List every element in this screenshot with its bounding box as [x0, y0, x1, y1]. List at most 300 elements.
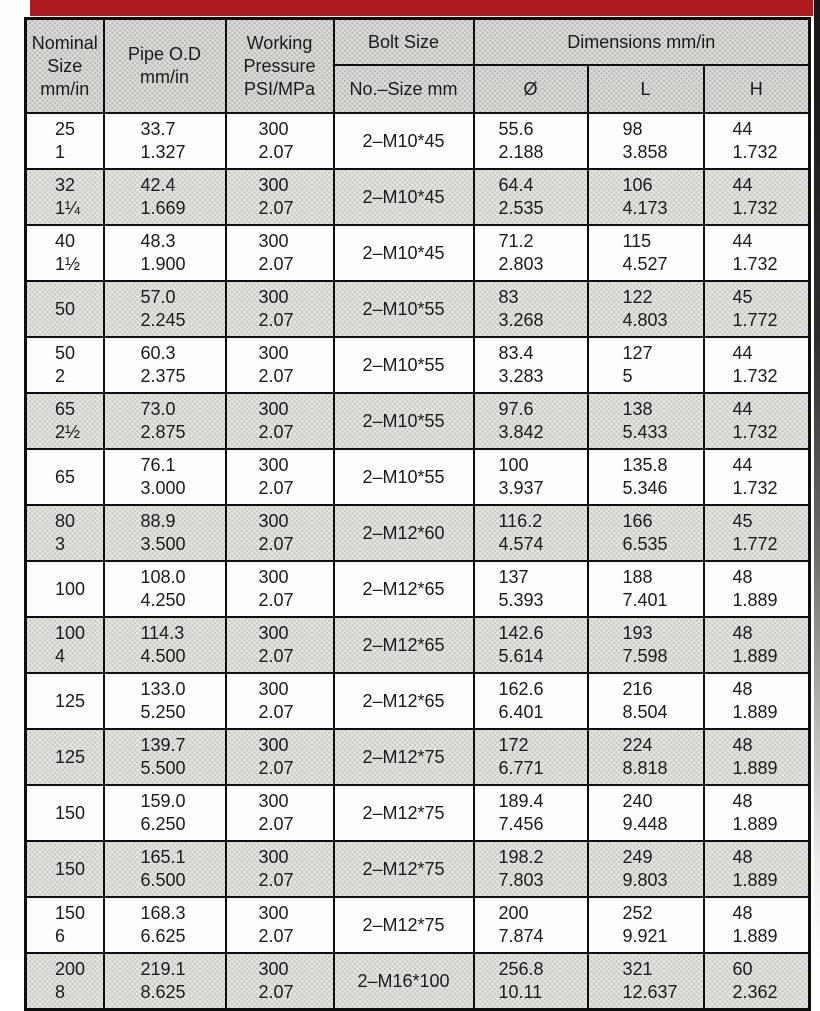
cell-bolt-size	[334, 337, 474, 393]
cell-diameter	[474, 393, 588, 449]
value-line: 249	[622, 847, 653, 867]
value-line: 125	[55, 690, 86, 711]
value-line: 300	[258, 287, 289, 307]
cell-working-pressure	[226, 393, 334, 449]
value-line: 135.8	[622, 455, 668, 475]
value-line: 3.858	[622, 142, 668, 162]
value-line: 2–M16*100	[357, 970, 450, 991]
value-line: 108.0	[140, 567, 186, 587]
value-line: 114.3	[140, 623, 185, 643]
cell-height-h	[704, 785, 810, 841]
cell-diameter	[474, 617, 588, 673]
value-line: 115	[622, 231, 652, 251]
value-line: 2.07	[258, 198, 294, 218]
cell-length-l	[588, 953, 704, 1010]
value-line: 2.875	[140, 422, 186, 442]
cell-pipe-od	[104, 169, 226, 225]
value-line: 2–M12*65	[362, 578, 445, 599]
header-row-top	[26, 19, 810, 66]
cell-nominal-size	[26, 729, 104, 785]
value-line: 6.535	[622, 534, 668, 554]
value-line: 5.393	[498, 590, 544, 610]
value-line: 1.889	[732, 814, 778, 834]
value-line: 2–M12*65	[362, 690, 445, 711]
value-line: 125	[55, 746, 86, 767]
value-line: 5.614	[498, 646, 544, 666]
cell-nominal-size	[26, 169, 104, 225]
value-line: 106	[622, 175, 653, 195]
value-line: 300	[258, 119, 289, 139]
cell-bolt-size	[334, 113, 474, 169]
value-line: 2.07	[258, 590, 294, 610]
cell-pipe-od	[104, 449, 226, 505]
cell-length-l	[588, 617, 704, 673]
value-line: 2.07	[258, 310, 294, 330]
cell-nominal-size	[26, 785, 104, 841]
value-line: 50	[55, 298, 76, 319]
value-line: 4.803	[622, 310, 668, 330]
value-line: 2.803	[498, 254, 544, 274]
value-line: 50	[55, 343, 76, 363]
value-line: 166	[622, 511, 653, 531]
value-line: 159.0	[140, 791, 186, 811]
value-line: 5.500	[140, 758, 186, 778]
value-line: 2–M12*75	[362, 746, 445, 767]
value-line: 40	[55, 231, 76, 251]
cell-diameter	[474, 169, 588, 225]
cell-working-pressure	[226, 841, 334, 897]
cell-height-h	[704, 169, 810, 225]
cell-working-pressure	[226, 113, 334, 169]
value-line: 48	[732, 735, 753, 755]
cell-working-pressure	[226, 337, 334, 393]
value-line: 300	[258, 343, 289, 363]
table-row	[26, 449, 810, 505]
value-line: 193	[622, 623, 653, 643]
value-line: 8.504	[622, 702, 668, 722]
value-line: 1.327	[140, 142, 186, 162]
table-row	[26, 393, 810, 449]
value-line: 44	[732, 455, 753, 475]
value-line: 57.0	[140, 287, 176, 307]
value-line: 300	[258, 959, 289, 979]
value-line: 142.6	[498, 623, 544, 643]
cell-nominal-size	[26, 953, 104, 1010]
cell-bolt-size	[334, 393, 474, 449]
cell-working-pressure	[226, 505, 334, 561]
cell-bolt-size	[334, 617, 474, 673]
value-line: 6	[55, 926, 66, 946]
value-line: 138	[622, 399, 653, 419]
value-line: 65	[55, 466, 76, 487]
cell-nominal-size	[26, 505, 104, 561]
cell-diameter	[474, 673, 588, 729]
table-row	[26, 617, 810, 673]
cell-diameter	[474, 281, 588, 337]
cell-nominal-size	[26, 337, 104, 393]
value-line: 2.07	[258, 982, 294, 1002]
value-line: 25	[55, 119, 76, 139]
value-line: 5.346	[622, 478, 668, 498]
value-line: 9.448	[622, 814, 668, 834]
value-line: 216	[622, 679, 653, 699]
cell-bolt-size	[334, 169, 474, 225]
cell-length-l	[588, 561, 704, 617]
value-line: 1.772	[732, 310, 778, 330]
table-row	[26, 505, 810, 561]
cell-height-h	[704, 337, 810, 393]
value-line: 300	[258, 791, 289, 811]
cell-working-pressure	[226, 673, 334, 729]
cell-nominal-size	[26, 617, 104, 673]
value-line: 116.2	[498, 511, 543, 531]
value-line: 2.375	[140, 366, 186, 386]
header-label-line: mm/in	[40, 78, 90, 99]
header-bolt-size: Bolt Size	[334, 19, 474, 66]
value-line: 198.2	[498, 847, 544, 867]
value-line: 2.07	[258, 814, 294, 834]
value-line: 1.889	[732, 926, 778, 946]
cell-pipe-od	[104, 505, 226, 561]
cell-pipe-od	[104, 897, 226, 953]
table-row	[26, 225, 810, 281]
value-line: 300	[258, 679, 289, 699]
value-line: 1.889	[732, 702, 778, 722]
value-line: 2–M10*55	[362, 410, 445, 431]
value-line: 2–M12*75	[362, 802, 445, 823]
header-label-line: Working	[246, 32, 313, 53]
cell-height-h	[704, 561, 810, 617]
table-row	[26, 561, 810, 617]
value-line: 10.11	[498, 982, 543, 1002]
spec-table-body	[26, 113, 810, 1010]
value-line: 150	[55, 858, 86, 879]
cell-height-h	[704, 729, 810, 785]
value-line: 48	[732, 903, 753, 923]
table-row	[26, 841, 810, 897]
value-line: 2½	[55, 422, 81, 442]
value-line: 44	[732, 343, 753, 363]
pipe-spec-table	[24, 17, 811, 1011]
value-line: 7.401	[622, 590, 668, 610]
value-line: 150	[55, 802, 86, 823]
cell-working-pressure	[226, 617, 334, 673]
value-line: 1.900	[140, 254, 186, 274]
value-line: 9.921	[622, 926, 668, 946]
cell-diameter	[474, 729, 588, 785]
value-line: 300	[258, 455, 289, 475]
value-line: 97.6	[498, 399, 534, 419]
value-line: 7.803	[498, 870, 544, 890]
value-line: 200	[498, 903, 529, 923]
value-line: 73.0	[140, 399, 176, 419]
table-row	[26, 673, 810, 729]
value-line: 48	[732, 847, 753, 867]
cell-height-h	[704, 617, 810, 673]
value-line: 2–M10*55	[362, 298, 445, 319]
value-line: 168.3	[140, 903, 186, 923]
cell-pipe-od	[104, 113, 226, 169]
cell-height-h	[704, 393, 810, 449]
value-line: 4.250	[140, 590, 186, 610]
value-line: 189.4	[498, 791, 544, 811]
cell-bolt-size	[334, 505, 474, 561]
value-line: 6.625	[140, 926, 186, 946]
value-line: 45	[732, 287, 753, 307]
cell-bolt-size	[334, 561, 474, 617]
value-line: 3	[55, 534, 66, 554]
value-line: 137	[498, 567, 529, 587]
cell-bolt-size	[334, 225, 474, 281]
value-line: 12.637	[622, 982, 678, 1002]
value-line: 2.07	[258, 478, 294, 498]
header-label-line: Pipe O.D	[127, 44, 202, 64]
header-working-pressure	[226, 19, 334, 114]
value-line: 200	[55, 959, 86, 979]
value-line: 100	[55, 623, 86, 643]
cell-pipe-od	[104, 785, 226, 841]
cell-working-pressure	[226, 449, 334, 505]
value-line: 48	[732, 679, 753, 699]
cell-pipe-od	[104, 225, 226, 281]
value-line: 3.937	[498, 478, 544, 498]
cell-nominal-size	[26, 449, 104, 505]
table-row	[26, 785, 810, 841]
cell-nominal-size	[26, 281, 104, 337]
table-row	[26, 281, 810, 337]
value-line: 2.07	[258, 702, 294, 722]
value-line: 4.173	[622, 198, 668, 218]
value-line: 4.574	[498, 534, 544, 554]
value-line: 7.874	[498, 926, 544, 946]
value-line: 60.3	[140, 343, 176, 363]
value-line: 4.500	[140, 646, 186, 666]
value-line: 8	[55, 982, 66, 1002]
cell-bolt-size	[334, 785, 474, 841]
value-line: 2.07	[258, 366, 294, 386]
cell-nominal-size	[26, 393, 104, 449]
value-line: 1.669	[140, 198, 186, 218]
value-line: 88.9	[140, 511, 176, 531]
value-line: 300	[258, 231, 289, 251]
cell-pipe-od	[104, 617, 226, 673]
table-header	[26, 19, 810, 114]
table-row	[26, 113, 810, 169]
cell-length-l	[588, 281, 704, 337]
value-line: 3.283	[498, 366, 544, 386]
value-line: 42.4	[140, 175, 176, 195]
table-row	[26, 169, 810, 225]
header-dim-h: H	[704, 65, 810, 113]
value-line: 64.4	[498, 175, 534, 195]
value-line: 65	[55, 399, 76, 419]
cell-diameter	[474, 953, 588, 1010]
value-line: 300	[258, 903, 289, 923]
value-line: 32	[55, 175, 76, 195]
cell-height-h	[704, 953, 810, 1010]
value-line: 2.535	[498, 198, 544, 218]
cell-nominal-size	[26, 561, 104, 617]
cell-length-l	[588, 393, 704, 449]
value-line: 122	[622, 287, 653, 307]
cell-length-l	[588, 169, 704, 225]
cell-bolt-size	[334, 953, 474, 1010]
cell-length-l	[588, 225, 704, 281]
value-line: 300	[258, 623, 289, 643]
value-line: 44	[732, 231, 753, 251]
header-label-line: Pressure	[243, 55, 316, 76]
cell-diameter	[474, 449, 588, 505]
value-line: 33.7	[140, 119, 176, 139]
spec-table-container	[24, 17, 808, 1011]
value-line: 48.3	[140, 231, 176, 251]
cell-length-l	[588, 729, 704, 785]
value-line: 9.803	[622, 870, 668, 890]
cell-pipe-od	[104, 729, 226, 785]
cell-bolt-size	[334, 841, 474, 897]
value-line: 2.362	[732, 982, 778, 1002]
cell-height-h	[704, 449, 810, 505]
cell-nominal-size	[26, 841, 104, 897]
header-dim-l: L	[588, 65, 704, 113]
cell-diameter	[474, 113, 588, 169]
cell-bolt-size	[334, 729, 474, 785]
cell-working-pressure	[226, 561, 334, 617]
value-line: 2.07	[258, 870, 294, 890]
value-line: 83.4	[498, 343, 534, 363]
value-line: 2.07	[258, 142, 294, 162]
value-line: 5	[622, 366, 633, 386]
value-line: 2–M12*65	[362, 634, 445, 655]
value-line: 2–M10*45	[362, 130, 445, 151]
value-line: 1.732	[732, 422, 778, 442]
header-bolt-no-size: No.–Size mm	[334, 65, 474, 113]
cell-height-h	[704, 225, 810, 281]
value-line: 1½	[55, 254, 81, 274]
value-line: 1.772	[732, 534, 778, 554]
value-line: 2–M12*60	[362, 522, 445, 543]
cell-bolt-size	[334, 281, 474, 337]
value-line: 1¼	[55, 198, 81, 218]
value-line: 3.842	[498, 422, 544, 442]
value-line: 1.889	[732, 870, 778, 890]
value-line: 6.500	[140, 870, 186, 890]
value-line: 6.771	[498, 758, 544, 778]
header-label-line: Size	[47, 55, 83, 76]
value-line: 44	[732, 119, 753, 139]
header-dimensions: Dimensions mm/in	[474, 19, 810, 66]
value-line: 7.598	[622, 646, 668, 666]
value-line: 2.07	[258, 758, 294, 778]
value-line: 1.732	[732, 142, 778, 162]
header-pipe-od	[104, 19, 226, 114]
value-line: 44	[732, 175, 753, 195]
value-line: 1.889	[732, 590, 778, 610]
value-line: 83	[498, 287, 519, 307]
scan-edge-shadow	[814, 0, 820, 960]
value-line: 2.188	[498, 142, 544, 162]
value-line: 6.401	[498, 702, 544, 722]
cell-length-l	[588, 673, 704, 729]
value-line: 300	[258, 735, 289, 755]
value-line: 300	[258, 567, 289, 587]
header-label-line: PSI/MPa	[243, 78, 316, 99]
header-nominal-size	[26, 19, 104, 114]
value-line: 2–M10*45	[362, 242, 445, 263]
value-line: 71.2	[498, 231, 534, 251]
value-line: 2–M12*75	[362, 914, 445, 935]
cell-working-pressure	[226, 785, 334, 841]
cell-height-h	[704, 841, 810, 897]
value-line: 2.07	[258, 534, 294, 554]
value-line: 1.732	[732, 366, 778, 386]
header-label-line: Nominal	[31, 32, 98, 53]
value-line: 48	[732, 567, 753, 587]
header-label-line: mm/in	[140, 67, 189, 87]
cell-pipe-od	[104, 561, 226, 617]
value-line: 5.433	[622, 422, 668, 442]
value-line: 44	[732, 399, 753, 419]
cell-nominal-size	[26, 897, 104, 953]
value-line: 55.6	[498, 119, 534, 139]
value-line: 219.1	[140, 959, 186, 979]
cell-diameter	[474, 785, 588, 841]
value-line: 3.500	[140, 534, 186, 554]
cell-height-h	[704, 673, 810, 729]
value-line: 300	[258, 847, 289, 867]
cell-pipe-od	[104, 953, 226, 1010]
value-line: 2–M10*55	[362, 466, 445, 487]
cell-pipe-od	[104, 393, 226, 449]
value-line: 3.000	[140, 478, 186, 498]
value-line: 224	[622, 735, 653, 755]
value-line: 2.07	[258, 422, 294, 442]
value-line: 8.625	[140, 982, 186, 1002]
cell-height-h	[704, 113, 810, 169]
value-line: 100	[55, 578, 86, 599]
cell-working-pressure	[226, 169, 334, 225]
value-line: 8.818	[622, 758, 668, 778]
cell-length-l	[588, 337, 704, 393]
cell-pipe-od	[104, 673, 226, 729]
cell-bolt-size	[334, 449, 474, 505]
value-line: 127	[622, 343, 653, 363]
value-line: 2.07	[258, 926, 294, 946]
cell-length-l	[588, 113, 704, 169]
value-line: 98	[622, 119, 643, 139]
cell-length-l	[588, 505, 704, 561]
cell-working-pressure	[226, 281, 334, 337]
cell-working-pressure	[226, 729, 334, 785]
table-row	[26, 897, 810, 953]
cell-height-h	[704, 505, 810, 561]
value-line: 256.8	[498, 959, 544, 979]
value-line: 162.6	[498, 679, 544, 699]
cell-length-l	[588, 785, 704, 841]
value-line: 5.250	[140, 702, 186, 722]
cell-diameter	[474, 505, 588, 561]
value-line: 300	[258, 511, 289, 531]
cell-diameter	[474, 225, 588, 281]
value-line: 3.268	[498, 310, 544, 330]
cell-diameter	[474, 841, 588, 897]
cell-pipe-od	[104, 841, 226, 897]
cell-length-l	[588, 841, 704, 897]
top-red-bar	[30, 0, 813, 16]
value-line: 2–M12*75	[362, 858, 445, 879]
value-line: 188	[622, 567, 653, 587]
value-line: 2.07	[258, 646, 294, 666]
